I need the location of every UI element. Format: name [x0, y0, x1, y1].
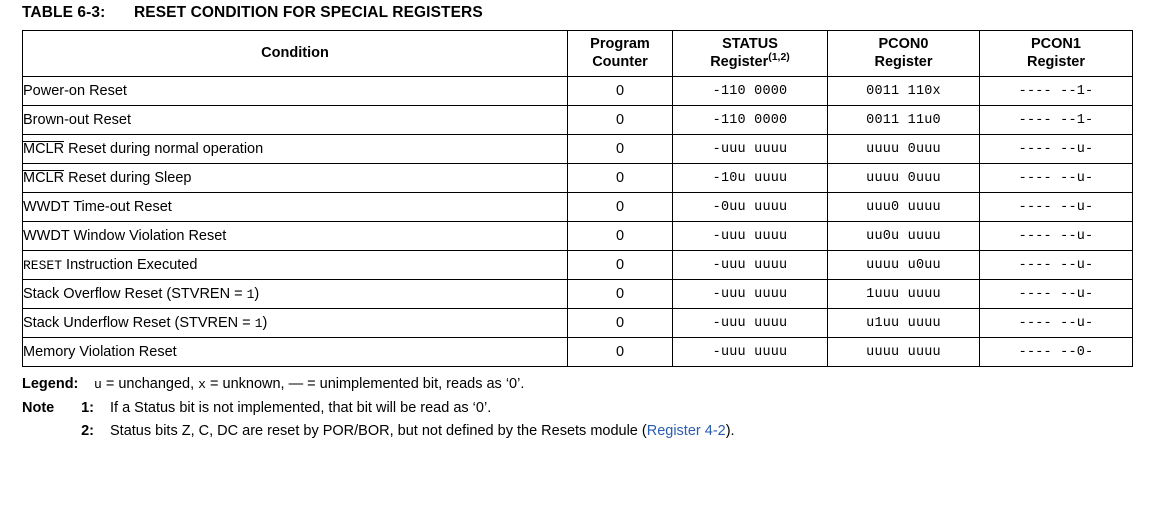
table-notes	[22, 374, 1134, 442]
cell-pcon1: ---- --u-	[980, 164, 1133, 193]
header-pcon0-register	[828, 31, 980, 77]
table-row	[23, 135, 1133, 164]
note-text-2-after: ).	[725, 423, 735, 440]
table-row	[23, 222, 1133, 251]
cell-condition	[23, 135, 568, 164]
note-text-1: If a Status bit is not implemented, that bit will be read as ‘0’.	[110, 399, 492, 416]
legend-symbol-x: x	[198, 377, 206, 392]
legend-label: Legend:	[22, 376, 79, 392]
header-pcon1-register	[980, 31, 1133, 77]
cell-pcon1: ---- --u-	[980, 280, 1133, 309]
header-pcon1-line1: PCON1	[1031, 35, 1081, 52]
cell-condition-text: Stack Overflow Reset (STVREN =	[23, 286, 247, 302]
table-body	[23, 77, 1133, 367]
cell-pcon0: uuuu u0uu	[828, 251, 980, 280]
header-program-counter-line1: Program	[590, 35, 650, 52]
table-row	[23, 309, 1133, 338]
table-header-row	[23, 31, 1133, 77]
legend-desc-u: = unchanged,	[101, 376, 199, 392]
cell-status: -10u uuuu	[673, 164, 828, 193]
cell-program-counter: 0	[568, 251, 673, 280]
legend-row	[22, 374, 1134, 395]
header-condition: Condition	[23, 31, 568, 77]
note-label: Note	[22, 399, 55, 416]
header-pcon0-line2: Register	[874, 53, 933, 70]
cell-condition-value: 1	[254, 316, 263, 331]
cell-condition: Power-on Reset	[23, 77, 568, 106]
cell-program-counter: 0	[568, 135, 673, 164]
cell-pcon0: u1uu uuuu	[828, 309, 980, 338]
table-row	[23, 164, 1133, 193]
reset-instruction-mnemonic: RESET	[23, 258, 63, 273]
cell-program-counter: 0	[568, 280, 673, 309]
cell-condition-suffix: )	[262, 315, 268, 331]
cell-status: -uuu uuuu	[673, 135, 828, 164]
cell-pcon1: ---- --u-	[980, 251, 1133, 280]
cell-pcon0: 0011 11u0	[828, 106, 980, 135]
cell-pcon0: uuuu 0uuu	[828, 135, 980, 164]
table-row	[23, 193, 1133, 222]
cell-pcon0: 1uuu uuuu	[828, 280, 980, 309]
header-status-footnote-ref: (1,2)	[768, 50, 790, 63]
cell-program-counter: 0	[568, 77, 673, 106]
header-program-counter	[568, 31, 673, 77]
cell-pcon1: ---- --1-	[980, 106, 1133, 135]
table-caption	[22, 4, 1134, 24]
cell-status: -110 0000	[673, 106, 828, 135]
cell-pcon1: ---- --u-	[980, 193, 1133, 222]
cell-program-counter: 0	[568, 106, 673, 135]
cell-pcon0: uu0u uuuu	[828, 222, 980, 251]
header-status-line1: STATUS	[722, 35, 778, 52]
cell-program-counter: 0	[568, 193, 673, 222]
table-row	[23, 280, 1133, 309]
header-program-counter-line2: Counter	[592, 53, 648, 70]
note-number-1: 1:	[81, 399, 94, 416]
legend-text	[94, 374, 1134, 395]
cell-pcon0: uuuu 0uuu	[828, 164, 980, 193]
register-4-2-link[interactable]: Register 4-2	[646, 423, 726, 440]
table-row	[23, 251, 1133, 280]
cell-condition-suffix: Instruction Executed	[62, 257, 198, 273]
cell-program-counter: 0	[568, 338, 673, 367]
cell-pcon1: ---- --u-	[980, 222, 1133, 251]
header-status-line2: Register	[710, 53, 769, 70]
cell-condition-text: Stack Underflow Reset (STVREN =	[23, 315, 255, 331]
note-row-2	[22, 421, 1134, 442]
legend-desc-x: = unknown, — = unimplemented bit, reads as ‘0’.	[205, 376, 525, 392]
cell-condition: Brown-out Reset	[23, 106, 568, 135]
reset-condition-table	[22, 30, 1133, 367]
note-text-2-before: Status bits Z, C, DC are reset by POR/BOR, but not defined by the Resets module (	[110, 423, 647, 440]
header-status-register	[673, 31, 828, 77]
cell-pcon1: ---- --u-	[980, 309, 1133, 338]
cell-status: -110 0000	[673, 77, 828, 106]
cell-condition-suffix: Reset during Sleep	[64, 169, 192, 186]
cell-program-counter: 0	[568, 222, 673, 251]
cell-status: -uuu uuuu	[673, 309, 828, 338]
cell-status: -uuu uuuu	[673, 280, 828, 309]
table-row	[23, 77, 1133, 106]
cell-pcon0: uuuu uuuu	[828, 338, 980, 367]
cell-status: -uuu uuuu	[673, 251, 828, 280]
cell-condition	[23, 251, 568, 280]
note-row-1	[22, 398, 1134, 419]
table-caption-label: TABLE 6-3:	[22, 4, 106, 21]
mclr-overbar-label: MCLR	[23, 169, 65, 186]
cell-program-counter: 0	[568, 164, 673, 193]
table-row	[23, 338, 1133, 367]
cell-condition-value: 1	[246, 287, 255, 302]
table-row	[23, 106, 1133, 135]
table-caption-title: RESET CONDITION FOR SPECIAL REGISTERS	[134, 4, 483, 21]
table-header	[23, 31, 1133, 77]
cell-status: -uuu uuuu	[673, 338, 828, 367]
header-pcon0-line1: PCON0	[878, 35, 929, 52]
note-number-2: 2:	[81, 423, 94, 440]
cell-condition	[23, 309, 568, 338]
cell-pcon0: 0011 110x	[828, 77, 980, 106]
cell-condition: WWDT Time-out Reset	[23, 193, 568, 222]
cell-condition: WWDT Window Violation Reset	[23, 222, 568, 251]
cell-condition: Memory Violation Reset	[23, 338, 568, 367]
cell-status: -uuu uuuu	[673, 222, 828, 251]
cell-condition	[23, 164, 568, 193]
cell-pcon1: ---- --0-	[980, 338, 1133, 367]
legend-symbol-u: u	[94, 377, 102, 392]
cell-condition	[23, 280, 568, 309]
cell-status: -0uu uuuu	[673, 193, 828, 222]
cell-condition-suffix: )	[254, 286, 260, 302]
cell-condition-suffix: Reset during normal operation	[64, 140, 264, 157]
cell-pcon1: ---- --u-	[980, 135, 1133, 164]
header-pcon1-line2: Register	[1026, 53, 1086, 70]
cell-pcon0: uuu0 uuuu	[828, 193, 980, 222]
cell-program-counter: 0	[568, 309, 673, 338]
note-text-2	[110, 421, 1134, 442]
mclr-overbar-label: MCLR	[23, 140, 65, 157]
cell-pcon1: ---- --1-	[980, 77, 1133, 106]
